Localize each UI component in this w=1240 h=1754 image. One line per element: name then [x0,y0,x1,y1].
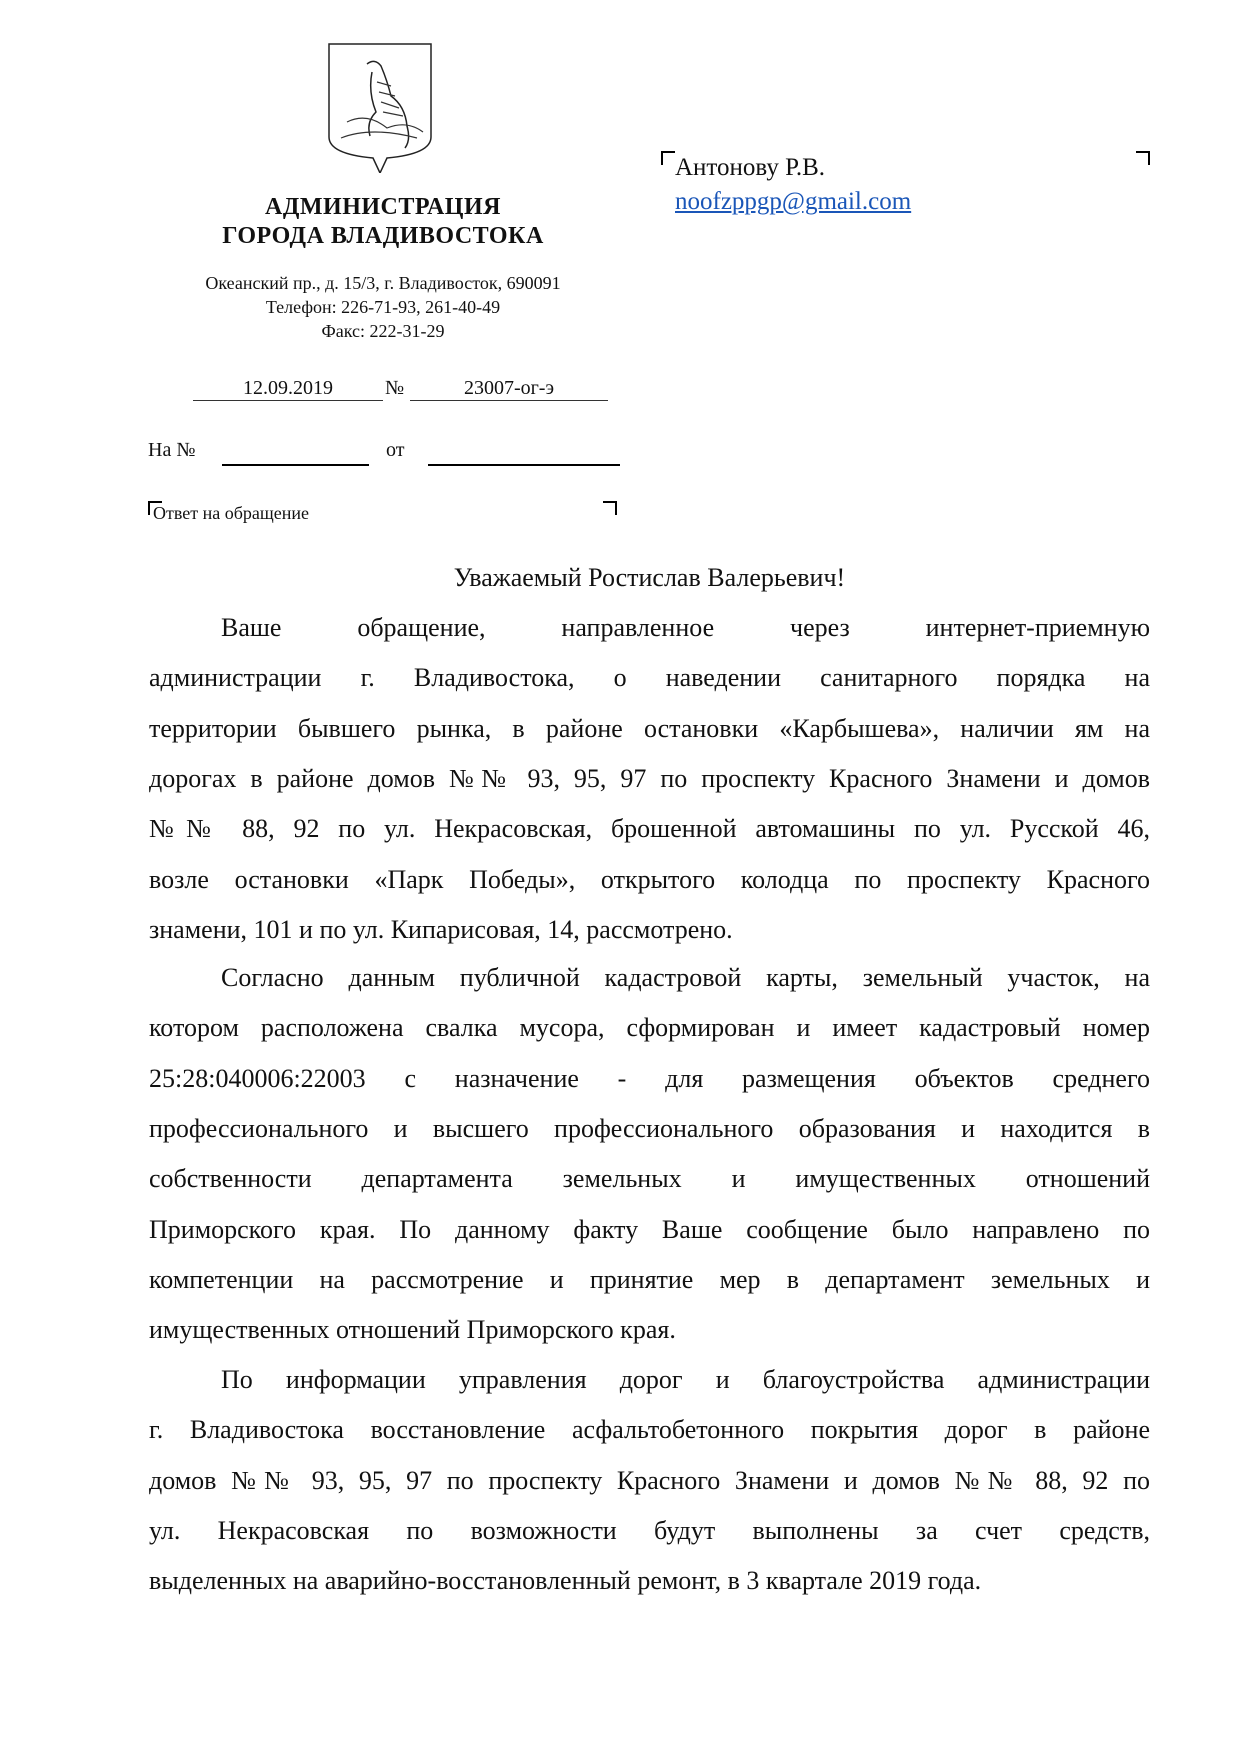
addressee-name: Антонову Р.В. [675,154,826,181]
corner-mark [661,151,675,165]
org-name-line2: ГОРОДА ВЛАДИВОСТОКА [222,223,544,249]
paragraph-line: 25:28:040006:22003 с назначение - для размещения объектов среднего [149,1063,1150,1093]
reference-number-blank [222,464,369,466]
paragraph-line: Согласно данным публичной кадастровой карты, земельный участок, на [221,963,1150,992]
paragraph-line: компетенции на рассмотрение и принятие мер в департамент земельных и [149,1264,1150,1294]
org-name-line1: АДМИНИСТРАЦИЯ [265,194,501,220]
paragraph-line: домов №№ 93, 95, 97 по проспекту Красного Знамени и домов №№ 88, 92 по [149,1465,1150,1495]
paragraph-line: территории бывшего рынка, в районе остановки «Карбышева», наличии ям на [149,713,1150,743]
city-coat-of-arms-icon [327,42,433,173]
paragraph-line: котором расположена свалка мусора, сформирован и имеет кадастровый номер [149,1013,1150,1043]
paragraph-line: собственности департамента земельных и имущественных отношений [149,1164,1150,1194]
paragraph-line: ул. Некрасовская по возможности будут выполнены за счет средств, [149,1515,1150,1545]
paragraph-line: г. Владивостока восстановление асфальтобетонного покрытия дорог в районе [149,1415,1150,1445]
paragraph-line: дорогах в районе домов №№ 93, 95, 97 по проспекту Красного Знамени и домов [149,763,1150,793]
paragraph-line: профессионального и высшего профессионального образования и находится в [149,1113,1150,1143]
addressee-email-link[interactable]: noofzppgp@gmail.com [675,188,912,215]
paragraph-line: Ваше обращение, направленное через интернет-приемную [221,613,1150,642]
paragraph-line: администрации г. Владивостока, о наведении санитарного порядка на [149,663,1150,693]
reference-from-label: от [386,439,405,461]
reference-date-blank [428,464,620,466]
paragraph-line: По информации управления дорог и благоустройства администрации [221,1365,1150,1394]
org-address: Океанский пр., д. 15/3, г. Владивосток, 690091 [205,273,561,293]
org-phone: Телефон: 226-71-93, 261-40-49 [265,297,501,317]
corner-mark [1136,151,1150,165]
paragraph-line: имущественных отношений Приморского края. [149,1315,676,1345]
reference-number-label: На № [148,439,196,461]
greeting: Уважаемый Ростислав Валерьевич! [453,563,846,592]
paragraph-line: знамени, 101 и по ул. Кипарисовая, 14, рассмотрено. [149,914,733,944]
paragraph-line: №№ 88, 92 по ул. Некрасовская, брошенной автомашины по ул. Русской 46, [149,814,1150,844]
org-fax: Факс: 222-31-29 [321,321,445,341]
paragraph-line: возле остановки «Парк Победы», открытого колодца по проспекту Красного [149,864,1150,894]
letter-number: 23007-ог-э [410,377,608,401]
paragraph-line: выделенных на аварийно-восстановленный ремонт, в 3 квартале 2019 года. [149,1566,982,1596]
letter-date: 12.09.2019 [193,377,383,401]
letter-number-label: № [385,377,405,399]
subject-line: Ответ на обращение [153,503,309,523]
paragraph-line: Приморского края. По данному факту Ваше сообщение было направлено по [149,1214,1150,1244]
corner-mark [603,501,617,515]
